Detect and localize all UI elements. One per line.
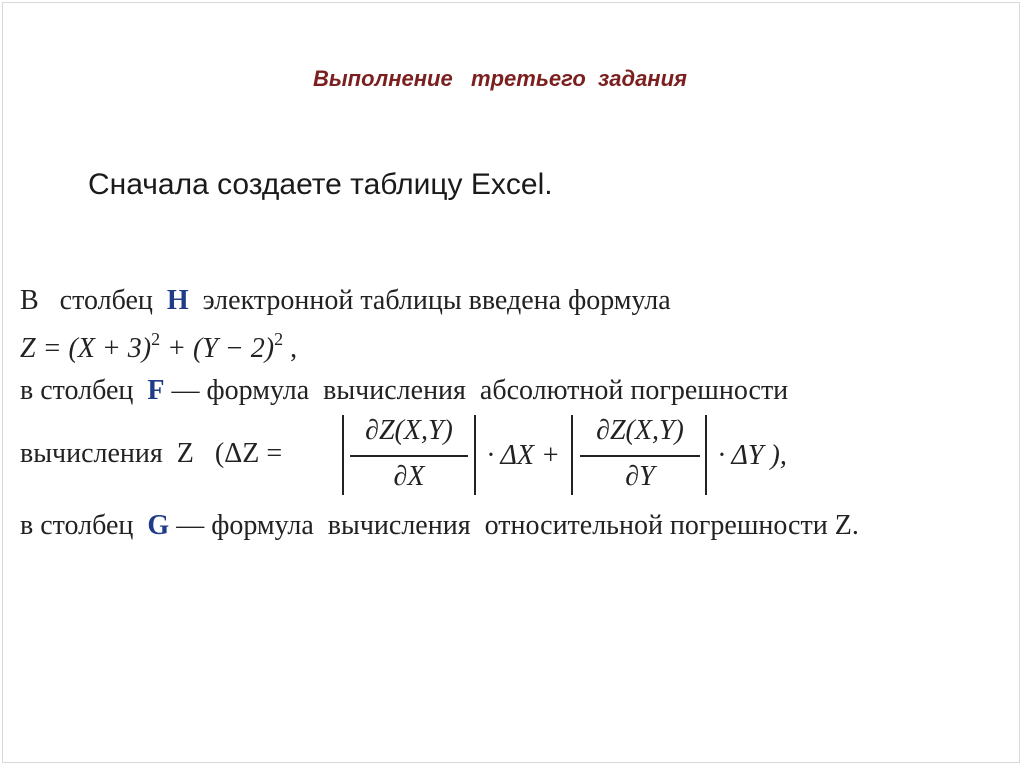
- fraction-denominator: ∂Y: [625, 461, 655, 492]
- formula-part: Z = (X + 3): [20, 333, 152, 364]
- delta-x-term: · ΔX +: [480, 440, 567, 471]
- line-text: — формула вычисления относительной погрешности Z.: [169, 510, 859, 541]
- fraction-numerator: ∂Z(X,Y): [365, 415, 453, 446]
- fraction-denominator: ∂X: [393, 461, 425, 492]
- slide-title: Выполнение третьего задания: [313, 66, 687, 91]
- formula-part: ,: [283, 333, 298, 364]
- abs-bar-right: [474, 415, 476, 495]
- fraction-numerator: ∂Z(X,Y): [596, 415, 684, 446]
- formula-z: [20, 330, 297, 363]
- formula-exponent: 2: [151, 329, 161, 349]
- fraction-line: [350, 455, 468, 457]
- delta-y-term: · ΔY ),: [711, 440, 787, 471]
- column-f-label: F: [147, 375, 165, 406]
- abs-bar-left: [571, 415, 573, 495]
- column-h-label: H: [166, 285, 189, 316]
- formula-exponent: 2: [274, 329, 284, 349]
- line-column-h: [20, 287, 671, 315]
- line-text: в столбец: [20, 510, 148, 541]
- line-text: в столбец: [20, 375, 148, 406]
- slide-subtitle: Сначала создаете таблицу Excel.: [88, 168, 553, 201]
- column-g-label: G: [147, 510, 170, 541]
- line-abs-error-start: вычисления Z (ΔZ =: [20, 438, 283, 469]
- line-text: — формула вычисления абсолютной погрешности: [164, 375, 789, 406]
- line-column-f: [20, 377, 788, 405]
- line-text: электронной таблицы введена формула: [188, 285, 671, 316]
- abs-bar-left: [342, 415, 344, 495]
- abs-bar-right: [705, 415, 707, 495]
- fraction-line: [580, 455, 700, 457]
- line-column-g: [20, 512, 859, 540]
- line-text: В столбец: [20, 285, 167, 316]
- formula-part: + (Y − 2): [160, 333, 275, 364]
